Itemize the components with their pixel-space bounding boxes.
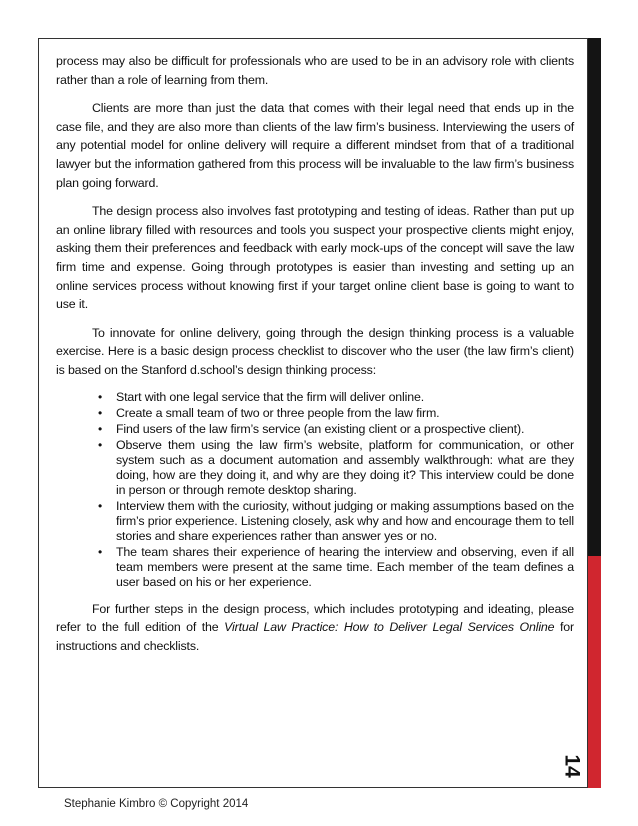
sidebar-bar-dark (588, 38, 601, 556)
paragraph-4: To innovate for online delivery, going through the design thinking process is a valuable exercise. Here is a basic design process checklist to discover who the user (the law firm’s client) is based on the Stanford d.school’s design thinking process: (56, 325, 574, 377)
bullet-icon: • (98, 405, 103, 420)
paragraph-3: The design process also involves fast prototyping and testing of ideas. Rather than put up an online library filled with resources and tools you suspect your prospective clients might enjoy, asking them their preferences and feedback with early mock-ups of the concept will save the law firm time and expense. Going through prototypes is easier than investing and setting up an online services process without knowing first if your target online client base is going to want to use it. (56, 204, 574, 312)
bullet-icon: • (98, 421, 103, 436)
bullet-icon: • (98, 498, 103, 513)
list-item-text: The team shares their experience of hearing the interview and observing, even if all team members were present at the same time. Each member of the team defines a user based on his or her experience. (116, 544, 574, 589)
bullet-icon: • (98, 389, 103, 404)
sidebar-bar-red (588, 556, 601, 788)
bullet-icon: • (98, 544, 103, 559)
list-item-text: Create a small team of two or three people from the law firm. (116, 405, 440, 420)
list-item (98, 498, 574, 544)
list-item-text: Observe them using the law firm’s website, platform for communication, or other system such as a document automation and assembly walkthrough: what are they doing, how are they doing it, and why are they doing it? This interview could be done in person or through remote desktop sharing. (116, 437, 574, 497)
list-item-text: Start with one legal service that the firm will deliver online. (116, 389, 425, 404)
paragraph-5-text: For further steps in the design process, which includes prototyping and ideating, please refer to the full edition of the (56, 601, 574, 635)
list-item (98, 544, 574, 590)
list-item (98, 389, 574, 405)
list-item (98, 405, 574, 421)
list-item (98, 437, 574, 498)
page-number (559, 746, 585, 786)
bullet-icon: • (98, 437, 103, 452)
list-item-text: Find users of the law firm’s service (an existing client or a prospective client). (116, 421, 525, 436)
list-item-text: Interview them with the curiosity, without judging or making assumptions based on the firm’s prior experience. Listening closely, ask why and how and encourage them to tell stories and share experiences rather than answer yes or no. (116, 498, 574, 543)
page-body (56, 52, 574, 665)
design-checklist (56, 390, 574, 590)
paragraph-5 (56, 600, 574, 656)
paragraph-2: Clients are more than just the data that comes with their legal need that ends up in the case file, and they are also more than clients of the law firm’s business. Interviewing the users of any potential model for online delivery will require a different mindset from that of a traditional lawyer but the information gathered from this process will be invaluable to the law firm’s business plan going forward. (56, 101, 574, 190)
page-number-text: 14 (560, 754, 584, 778)
footer-copyright: Stephanie Kimbro © Copyright 2014 (64, 798, 249, 810)
book-title: Virtual Law Practice: How to Deliver Legal Services Online (224, 620, 555, 635)
list-item (98, 421, 574, 437)
paragraph-5-end: for instructions and checklists. (56, 620, 574, 653)
paragraph-1: process may also be difficult for professionals who are used to be in an advisory role with clients rather than a role of learning from them. (56, 54, 574, 87)
